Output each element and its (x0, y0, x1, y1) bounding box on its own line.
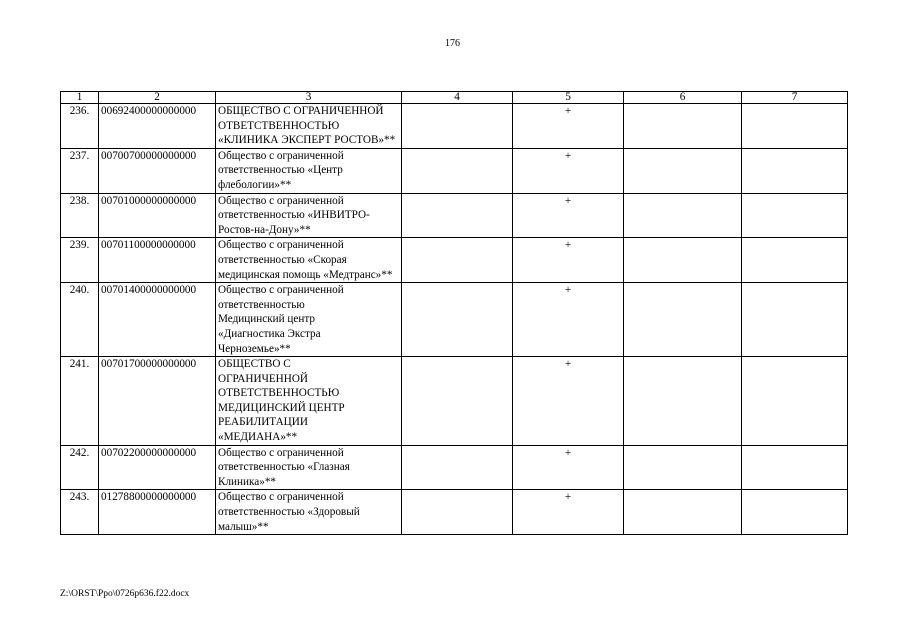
footer-file-path: Z:\ORST\Ppo\0726p636.f22.docx (60, 589, 190, 599)
table-row (61, 193, 848, 238)
column-5-mark: + (513, 357, 624, 446)
row-number: 239. (61, 238, 99, 283)
column-6-cell (624, 357, 742, 446)
organization-name: Общество с ограниченной ответственностью «Глазная Клиника»** (216, 445, 402, 490)
row-number: 238. (61, 193, 99, 238)
column-header: 1 (61, 92, 99, 104)
registry-code: 01278800000000000 (99, 490, 216, 535)
column-5-mark: + (513, 148, 624, 193)
registry-code: 00701400000000000 (99, 283, 216, 357)
column-6-cell (624, 193, 742, 238)
table-row (61, 238, 848, 283)
row-number: 240. (61, 283, 99, 357)
column-4-cell (402, 490, 513, 535)
column-4-cell (402, 193, 513, 238)
column-7-cell (742, 104, 848, 149)
row-number: 243. (61, 490, 99, 535)
column-header: 7 (742, 92, 848, 104)
registry-code: 00700700000000000 (99, 148, 216, 193)
column-4-cell (402, 238, 513, 283)
row-number: 241. (61, 357, 99, 446)
organization-name: Общество с ограниченной ответственностью «Центр флебологии»** (216, 148, 402, 193)
row-number: 242. (61, 445, 99, 490)
column-5-mark: + (513, 490, 624, 535)
column-7-cell (742, 357, 848, 446)
organization-name: ОБЩЕСТВО С ОГРАНИЧЕННОЙ ОТВЕТСТВЕННОСТЬЮ МЕДИЦИНСКИЙ ЦЕНТР РЕАБИЛИТАЦИИ «МЕДИАНА»** (216, 357, 402, 446)
row-number: 237. (61, 148, 99, 193)
column-4-cell (402, 357, 513, 446)
registry-code: 00701100000000000 (99, 238, 216, 283)
column-header: 6 (624, 92, 742, 104)
column-4-cell (402, 445, 513, 490)
table-row (61, 148, 848, 193)
registry-code: 00701000000000000 (99, 193, 216, 238)
registry-code: 00692400000000000 (99, 104, 216, 149)
column-4-cell (402, 104, 513, 149)
column-7-cell (742, 148, 848, 193)
column-5-mark: + (513, 238, 624, 283)
column-7-cell (742, 283, 848, 357)
organization-name: Общество с ограниченной ответственностью «ИНВИТРО-Ростов-на-Дону»** (216, 193, 402, 238)
registry-table (60, 91, 848, 535)
column-6-cell (624, 238, 742, 283)
table-row (61, 445, 848, 490)
column-6-cell (624, 283, 742, 357)
column-header: 4 (402, 92, 513, 104)
registry-code: 00701700000000000 (99, 357, 216, 446)
table-row (61, 357, 848, 446)
column-7-cell (742, 490, 848, 535)
page-number: 176 (445, 38, 460, 49)
column-header: 5 (513, 92, 624, 104)
organization-name: Общество с ограниченной ответственностью «Здоровый малыш»** (216, 490, 402, 535)
column-5-mark: + (513, 445, 624, 490)
organization-name: Общество с ограниченной ответственностью «Скорая медицинская помощь «Медтранс»** (216, 238, 402, 283)
column-7-cell (742, 193, 848, 238)
column-4-cell (402, 283, 513, 357)
column-5-mark: + (513, 193, 624, 238)
column-7-cell (742, 445, 848, 490)
organization-name: Общество с ограниченной ответственностью Медицинский центр «Диагностика Экстра Черноземье»** (216, 283, 402, 357)
column-6-cell (624, 445, 742, 490)
column-5-mark: + (513, 104, 624, 149)
column-6-cell (624, 490, 742, 535)
column-7-cell (742, 238, 848, 283)
table-header-row (61, 92, 848, 104)
column-header: 2 (99, 92, 216, 104)
registry-code: 00702200000000000 (99, 445, 216, 490)
column-4-cell (402, 148, 513, 193)
column-header: 3 (216, 92, 402, 104)
table-row (61, 283, 848, 357)
column-6-cell (624, 104, 742, 149)
column-6-cell (624, 148, 742, 193)
column-5-mark: + (513, 283, 624, 357)
row-number: 236. (61, 104, 99, 149)
table-row (61, 104, 848, 149)
organization-name: ОБЩЕСТВО С ОГРАНИЧЕННОЙ ОТВЕТСТВЕННОСТЬЮ «КЛИНИКА ЭКСПЕРТ РОСТОВ»** (216, 104, 402, 149)
table-row (61, 490, 848, 535)
